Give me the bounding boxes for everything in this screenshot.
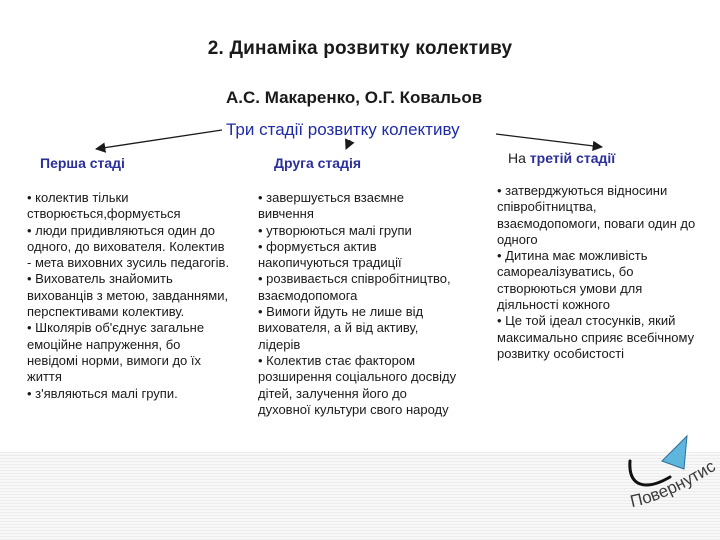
return-link[interactable]: [610, 425, 720, 535]
slide-title: 2. Динаміка розвитку колективу: [207, 38, 513, 59]
list-item: • Колектив стає фактором розширення соціального досвіду дітей, залучення його до духовної культури свого народу: [258, 352, 457, 417]
return-label-text[interactable]: [610, 425, 719, 511]
list-item: • колектив тільки створюється,формується: [27, 190, 181, 222]
arrow-to-second-stage: [346, 140, 350, 149]
authors: А.С. Макаренко, О.Г. Ковальов: [226, 88, 483, 107]
list-item: • Це той ідеал стосунків, який максимально сприяє всебічному розвитку особистості: [497, 313, 695, 361]
second-stage-column: [258, 190, 458, 418]
list-item: • Дитина має можливість самореалізуватись, бо створюються умови для діяльності кожного: [497, 248, 648, 313]
list-item: • з'являються малі групи.: [27, 385, 178, 401]
second-stage-label: Друга стадія: [274, 155, 362, 171]
list-item: • люди придивляються один до одного, до вихователя. Колектив - мета виховних зусиль педагогів.: [27, 222, 230, 271]
list-item: • завершується взаємне вивчення: [258, 190, 404, 222]
list-item: • Школярів об'єднує загальне емоційне напруження, бо невідомі норми, вимоги до їх життя: [27, 320, 205, 385]
arrow-to-first-stage: [96, 130, 222, 149]
list-item: • Вихователь знайомить вихованців з метою, завданнями, перспективами колективу.: [27, 271, 229, 320]
first-stage-label: Перша стаді: [40, 155, 125, 171]
first-stage-column: [27, 190, 232, 402]
list-item: • затверджуються відносини співробітництва, взаємодопомоги, поваги один до одного: [497, 183, 696, 247]
third-stage-name: третій стадії: [529, 150, 616, 166]
third-stage-label: [508, 150, 615, 166]
third-stage-prefix: На: [508, 150, 530, 166]
third-stage-column: [497, 183, 697, 362]
list-item: • утворюються малі групи: [258, 222, 412, 238]
list-item: • розвивається співробітництво, взаємодопомога: [258, 271, 451, 303]
list-item: • Вимоги йдуть не лише від вихователя, а й від активу, лідерів: [258, 304, 424, 352]
return-arrow-icon: [610, 425, 720, 535]
list-item: • формується актив накопичуються традиції: [258, 238, 402, 271]
stages-heading: Три стадії розвитку колективу: [226, 120, 460, 139]
arrow-to-third-stage: [496, 134, 602, 147]
return-label[interactable]: Повернутис: [628, 456, 719, 512]
